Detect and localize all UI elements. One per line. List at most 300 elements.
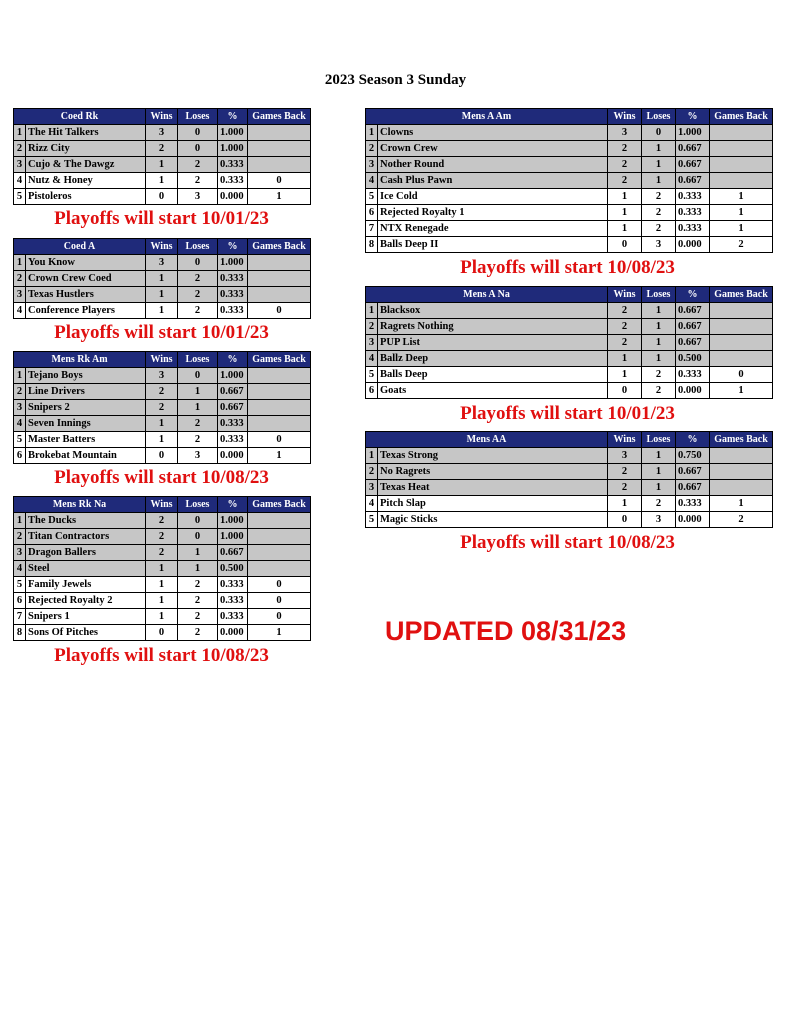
- games-back-cell: [248, 416, 311, 432]
- loses-cell: 1: [642, 157, 676, 173]
- games-back-cell: 0: [248, 173, 311, 189]
- pct-cell: 0.667: [676, 464, 710, 480]
- wins-cell: 3: [608, 125, 642, 141]
- pct-cell: 0.000: [218, 625, 248, 641]
- table-row: [366, 480, 773, 496]
- updated-date: UPDATED 08/31/23: [385, 616, 627, 646]
- team-name: The Ducks: [26, 513, 146, 529]
- team-name: NTX Renegade: [378, 221, 608, 237]
- table-row: [366, 319, 773, 335]
- table-row: [14, 625, 311, 641]
- pct-cell: 0.333: [676, 221, 710, 237]
- pct-cell: 0.667: [218, 545, 248, 561]
- division-name: Coed A: [14, 239, 146, 255]
- pct-header: %: [218, 239, 248, 255]
- table-row: [14, 384, 311, 400]
- team-name: Nother Round: [378, 157, 608, 173]
- loses-cell: 2: [178, 271, 218, 287]
- pct-cell: 0.333: [676, 189, 710, 205]
- wins-header: Wins: [608, 432, 642, 448]
- pct-cell: 0.000: [676, 383, 710, 399]
- loses-header: Loses: [178, 497, 218, 513]
- table-row: [14, 529, 311, 545]
- games-back-header: Games Back: [710, 287, 773, 303]
- table-row: [14, 125, 311, 141]
- table-row: [366, 335, 773, 351]
- games-back-cell: 1: [710, 496, 773, 512]
- table-row: [14, 400, 311, 416]
- table-row: [14, 173, 311, 189]
- team-name: The Hit Talkers: [26, 125, 146, 141]
- team-name: Tejano Boys: [26, 368, 146, 384]
- pct-cell: 0.333: [676, 205, 710, 221]
- table-row: [14, 432, 311, 448]
- wins-cell: 2: [146, 513, 178, 529]
- loses-cell: 1: [642, 464, 676, 480]
- table-row: [366, 125, 773, 141]
- table-row: [14, 141, 311, 157]
- wins-header: Wins: [146, 109, 178, 125]
- games-back-cell: [710, 351, 773, 367]
- loses-cell: 2: [178, 625, 218, 641]
- loses-cell: 1: [178, 384, 218, 400]
- games-back-cell: [248, 529, 311, 545]
- pct-cell: 0.667: [218, 400, 248, 416]
- wins-cell: 0: [608, 512, 642, 528]
- team-name: Family Jewels: [26, 577, 146, 593]
- wins-cell: 0: [146, 189, 178, 205]
- games-back-cell: 0: [248, 303, 311, 319]
- wins-cell: 2: [608, 173, 642, 189]
- team-name: Steel: [26, 561, 146, 577]
- rank-cell: 1: [14, 513, 26, 529]
- table-row: [14, 513, 311, 529]
- team-name: Nutz & Honey: [26, 173, 146, 189]
- loses-cell: 0: [178, 529, 218, 545]
- playoffs-mens-aa: Playoffs will start 10/08/23: [460, 532, 675, 553]
- games-back-cell: [248, 561, 311, 577]
- team-name: Texas Hustlers: [26, 287, 146, 303]
- wins-cell: 2: [608, 480, 642, 496]
- games-back-cell: [248, 255, 311, 271]
- division-name: Mens Rk Am: [14, 352, 146, 368]
- games-back-header: Games Back: [248, 239, 311, 255]
- wins-cell: 2: [146, 141, 178, 157]
- pct-cell: 1.000: [218, 529, 248, 545]
- playoffs-mens-rk-am: Playoffs will start 10/08/23: [54, 467, 269, 488]
- wins-cell: 1: [146, 287, 178, 303]
- loses-cell: 2: [642, 205, 676, 221]
- team-name: Pitch Slap: [378, 496, 608, 512]
- loses-cell: 1: [642, 448, 676, 464]
- table-row: [366, 367, 773, 383]
- pct-cell: 0.333: [218, 416, 248, 432]
- rank-cell: 1: [14, 125, 26, 141]
- loses-cell: 0: [178, 125, 218, 141]
- loses-cell: 2: [178, 303, 218, 319]
- wins-cell: 1: [146, 577, 178, 593]
- standings-table: [365, 286, 773, 399]
- rank-cell: 3: [14, 400, 26, 416]
- games-back-cell: [710, 448, 773, 464]
- pct-cell: 0.750: [676, 448, 710, 464]
- pct-cell: 0.000: [218, 448, 248, 464]
- games-back-cell: [248, 545, 311, 561]
- games-back-cell: [710, 335, 773, 351]
- team-name: Brokebat Mountain: [26, 448, 146, 464]
- wins-cell: 1: [608, 351, 642, 367]
- wins-cell: 0: [146, 625, 178, 641]
- wins-header: Wins: [146, 239, 178, 255]
- team-name: Crown Crew: [378, 141, 608, 157]
- team-name: Rizz City: [26, 141, 146, 157]
- rank-cell: 3: [366, 335, 378, 351]
- wins-cell: 2: [608, 141, 642, 157]
- table-row: [366, 496, 773, 512]
- loses-cell: 0: [178, 141, 218, 157]
- games-back-cell: 1: [710, 383, 773, 399]
- games-back-cell: 1: [248, 448, 311, 464]
- rank-cell: 4: [14, 303, 26, 319]
- playoffs-mens-rk-na: Playoffs will start 10/08/23: [54, 645, 269, 666]
- games-back-cell: [248, 125, 311, 141]
- wins-header: Wins: [608, 109, 642, 125]
- pct-header: %: [218, 109, 248, 125]
- wins-cell: 3: [146, 255, 178, 271]
- rank-cell: 2: [14, 141, 26, 157]
- team-name: Dragon Ballers: [26, 545, 146, 561]
- wins-cell: 0: [608, 237, 642, 253]
- table-row: [14, 368, 311, 384]
- table-row: [366, 221, 773, 237]
- games-back-cell: [248, 384, 311, 400]
- games-back-cell: 1: [248, 625, 311, 641]
- loses-cell: 1: [642, 173, 676, 189]
- wins-cell: 1: [146, 157, 178, 173]
- games-back-cell: [710, 157, 773, 173]
- games-back-cell: 0: [710, 367, 773, 383]
- team-name: Ballz Deep: [378, 351, 608, 367]
- games-back-header: Games Back: [710, 109, 773, 125]
- rank-cell: 5: [14, 189, 26, 205]
- table-row: [366, 141, 773, 157]
- team-name: Balls Deep II: [378, 237, 608, 253]
- wins-cell: 2: [146, 529, 178, 545]
- rank-cell: 6: [366, 205, 378, 221]
- division-mens-rk-na: [13, 496, 311, 641]
- pct-cell: 1.000: [676, 125, 710, 141]
- team-name: Cash Plus Pawn: [378, 173, 608, 189]
- games-back-cell: [710, 173, 773, 189]
- games-back-header: Games Back: [248, 497, 311, 513]
- games-back-cell: 0: [248, 432, 311, 448]
- loses-header: Loses: [642, 432, 676, 448]
- rank-cell: 5: [366, 512, 378, 528]
- standings-table: [13, 351, 311, 464]
- loses-cell: 3: [642, 237, 676, 253]
- team-name: Crown Crew Coed: [26, 271, 146, 287]
- loses-header: Loses: [178, 239, 218, 255]
- rank-cell: 1: [366, 303, 378, 319]
- loses-cell: 1: [178, 561, 218, 577]
- table-row: [366, 351, 773, 367]
- loses-cell: 2: [642, 221, 676, 237]
- table-row: [366, 512, 773, 528]
- table-row: [14, 609, 311, 625]
- table-row: [14, 303, 311, 319]
- games-back-cell: [710, 303, 773, 319]
- pct-header: %: [218, 352, 248, 368]
- loses-cell: 1: [178, 400, 218, 416]
- team-name: Cujo & The Dawgz: [26, 157, 146, 173]
- loses-cell: 1: [642, 319, 676, 335]
- pct-cell: 1.000: [218, 368, 248, 384]
- loses-cell: 1: [642, 480, 676, 496]
- rank-cell: 6: [366, 383, 378, 399]
- games-back-cell: [248, 157, 311, 173]
- team-name: Conference Players: [26, 303, 146, 319]
- games-back-cell: [248, 287, 311, 303]
- team-name: Balls Deep: [378, 367, 608, 383]
- team-name: Line Drivers: [26, 384, 146, 400]
- pct-cell: 0.667: [218, 384, 248, 400]
- table-row: [366, 464, 773, 480]
- wins-cell: 1: [608, 221, 642, 237]
- rank-cell: 4: [366, 173, 378, 189]
- wins-header: Wins: [146, 497, 178, 513]
- table-row: [14, 448, 311, 464]
- pct-cell: 0.333: [676, 496, 710, 512]
- wins-cell: 2: [146, 545, 178, 561]
- wins-cell: 2: [608, 319, 642, 335]
- rank-cell: 4: [366, 496, 378, 512]
- team-name: Ragrets Nothing: [378, 319, 608, 335]
- rank-cell: 6: [14, 593, 26, 609]
- standings-table: [13, 238, 311, 319]
- team-name: Blacksox: [378, 303, 608, 319]
- games-back-header: Games Back: [248, 109, 311, 125]
- wins-cell: 1: [146, 561, 178, 577]
- table-row: [366, 157, 773, 173]
- rank-cell: 1: [14, 255, 26, 271]
- rank-cell: 1: [366, 125, 378, 141]
- rank-cell: 8: [366, 237, 378, 253]
- table-row: [14, 255, 311, 271]
- rank-cell: 6: [14, 448, 26, 464]
- rank-cell: 5: [14, 577, 26, 593]
- rank-cell: 5: [366, 367, 378, 383]
- wins-cell: 1: [146, 432, 178, 448]
- team-name: You Know: [26, 255, 146, 271]
- table-row: [14, 416, 311, 432]
- wins-cell: 2: [146, 384, 178, 400]
- pct-cell: 0.000: [218, 189, 248, 205]
- team-name: Snipers 2: [26, 400, 146, 416]
- games-back-cell: 1: [710, 205, 773, 221]
- table-row: [366, 383, 773, 399]
- rank-cell: 2: [366, 141, 378, 157]
- team-name: Goats: [378, 383, 608, 399]
- division-name: Mens A Am: [366, 109, 608, 125]
- loses-cell: 2: [642, 383, 676, 399]
- wins-header: Wins: [146, 352, 178, 368]
- rank-cell: 8: [14, 625, 26, 641]
- games-back-cell: [710, 464, 773, 480]
- games-back-cell: [248, 513, 311, 529]
- games-back-cell: [710, 480, 773, 496]
- team-name: Texas Heat: [378, 480, 608, 496]
- loses-cell: 1: [642, 303, 676, 319]
- loses-cell: 2: [178, 432, 218, 448]
- rank-cell: 4: [366, 351, 378, 367]
- loses-cell: 1: [642, 335, 676, 351]
- pct-cell: 1.000: [218, 125, 248, 141]
- playoffs-mens-a-am: Playoffs will start 10/08/23: [460, 257, 675, 278]
- pct-cell: 0.667: [676, 303, 710, 319]
- pct-cell: 0.333: [218, 303, 248, 319]
- team-name: Clowns: [378, 125, 608, 141]
- division-name: Mens AA: [366, 432, 608, 448]
- wins-cell: 1: [146, 593, 178, 609]
- rank-cell: 3: [14, 545, 26, 561]
- team-name: Rejected Royalty 2: [26, 593, 146, 609]
- rank-cell: 2: [366, 464, 378, 480]
- games-back-cell: 0: [248, 593, 311, 609]
- wins-cell: 1: [146, 173, 178, 189]
- division-mens-a-na: [365, 286, 773, 399]
- standings-table: [13, 108, 311, 205]
- loses-cell: 3: [178, 448, 218, 464]
- wins-cell: 3: [146, 368, 178, 384]
- playoffs-mens-a-na: Playoffs will start 10/01/23: [460, 403, 675, 424]
- team-name: Pistoleros: [26, 189, 146, 205]
- playoffs-coed-rk: Playoffs will start 10/01/23: [54, 208, 269, 229]
- pct-cell: 0.000: [676, 512, 710, 528]
- pct-cell: 0.333: [218, 287, 248, 303]
- pct-cell: 0.333: [218, 609, 248, 625]
- wins-cell: 1: [146, 416, 178, 432]
- division-mens-aa: [365, 431, 773, 528]
- rank-cell: 7: [14, 609, 26, 625]
- standings-table: [365, 108, 773, 253]
- rank-cell: 3: [14, 157, 26, 173]
- wins-cell: 2: [608, 303, 642, 319]
- games-back-cell: 1: [248, 189, 311, 205]
- pct-cell: 0.333: [676, 367, 710, 383]
- games-back-cell: [248, 400, 311, 416]
- pct-cell: 1.000: [218, 513, 248, 529]
- games-back-cell: 1: [710, 221, 773, 237]
- pct-cell: 0.333: [218, 432, 248, 448]
- wins-cell: 0: [608, 383, 642, 399]
- games-back-cell: 2: [710, 237, 773, 253]
- loses-cell: 2: [642, 189, 676, 205]
- division-mens-rk-am: [13, 351, 311, 464]
- team-name: Snipers 1: [26, 609, 146, 625]
- team-name: Magic Sticks: [378, 512, 608, 528]
- table-row: [366, 189, 773, 205]
- games-back-cell: [248, 368, 311, 384]
- games-back-cell: [248, 141, 311, 157]
- wins-cell: 1: [608, 496, 642, 512]
- pct-cell: 0.000: [676, 237, 710, 253]
- loses-header: Loses: [178, 352, 218, 368]
- pct-header: %: [676, 432, 710, 448]
- table-row: [366, 173, 773, 189]
- pct-cell: 0.333: [218, 577, 248, 593]
- rank-cell: 2: [14, 529, 26, 545]
- pct-cell: 0.333: [218, 593, 248, 609]
- rank-cell: 7: [366, 221, 378, 237]
- table-row: [366, 237, 773, 253]
- rank-cell: 1: [14, 368, 26, 384]
- rank-cell: 4: [14, 173, 26, 189]
- pct-cell: 0.500: [218, 561, 248, 577]
- playoffs-coed-a: Playoffs will start 10/01/23: [54, 322, 269, 343]
- rank-cell: 3: [366, 157, 378, 173]
- loses-cell: 2: [178, 173, 218, 189]
- loses-cell: 2: [178, 609, 218, 625]
- rank-cell: 3: [14, 287, 26, 303]
- table-row: [14, 271, 311, 287]
- team-name: No Ragrets: [378, 464, 608, 480]
- pct-cell: 0.333: [218, 173, 248, 189]
- loses-cell: 0: [178, 513, 218, 529]
- pct-cell: 0.667: [676, 480, 710, 496]
- loses-cell: 2: [178, 416, 218, 432]
- team-name: Master Batters: [26, 432, 146, 448]
- table-row: [14, 189, 311, 205]
- pct-cell: 0.500: [676, 351, 710, 367]
- rank-cell: 5: [366, 189, 378, 205]
- wins-cell: 1: [146, 609, 178, 625]
- pct-cell: 0.333: [218, 271, 248, 287]
- team-name: PUP List: [378, 335, 608, 351]
- rank-cell: 5: [14, 432, 26, 448]
- table-row: [366, 448, 773, 464]
- rank-cell: 4: [14, 561, 26, 577]
- loses-cell: 1: [642, 351, 676, 367]
- division-mens-a-am: [365, 108, 773, 253]
- rank-cell: 2: [366, 319, 378, 335]
- loses-cell: 2: [178, 593, 218, 609]
- rank-cell: 3: [366, 480, 378, 496]
- games-back-cell: [710, 319, 773, 335]
- loses-cell: 2: [178, 287, 218, 303]
- table-row: [366, 303, 773, 319]
- games-back-cell: [710, 141, 773, 157]
- wins-cell: 1: [608, 189, 642, 205]
- wins-cell: 3: [608, 448, 642, 464]
- games-back-header: Games Back: [248, 352, 311, 368]
- games-back-cell: 0: [248, 577, 311, 593]
- wins-cell: 1: [608, 205, 642, 221]
- games-back-cell: [248, 271, 311, 287]
- loses-cell: 0: [178, 368, 218, 384]
- rank-cell: 2: [14, 384, 26, 400]
- rank-cell: 4: [14, 416, 26, 432]
- pct-cell: 0.333: [218, 157, 248, 173]
- pct-cell: 0.667: [676, 319, 710, 335]
- pct-header: %: [218, 497, 248, 513]
- wins-cell: 1: [146, 303, 178, 319]
- loses-cell: 2: [642, 367, 676, 383]
- team-name: Rejected Royalty 1: [378, 205, 608, 221]
- loses-cell: 0: [178, 255, 218, 271]
- pct-cell: 0.667: [676, 173, 710, 189]
- loses-cell: 1: [178, 545, 218, 561]
- games-back-cell: 2: [710, 512, 773, 528]
